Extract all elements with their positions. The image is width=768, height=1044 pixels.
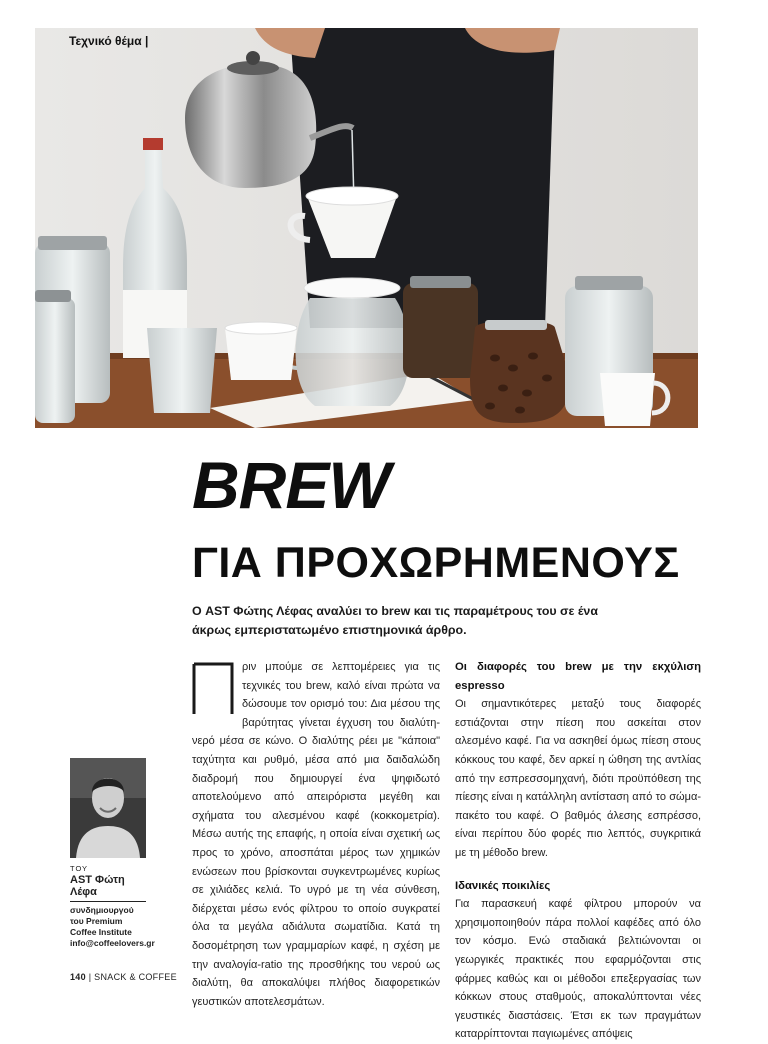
body-paragraph-3: Για παρασκευή καφέ φίλτρου μπορούν να χρησιμοποιηθούν πάρα πολλοί καφέδες από όλο τον κόσμο. Ενώ σταδιακά βελτιώνονται οι γεωργικές πρακτικές που εφαρμόζονται στις φάρμες καθώς και οι μέθοδοι επεξεργασίας των κόκκων στους σταθμούς, αποκαλύπτονται νέες γευστικές διαστάσεις. Έτσι εκ των πραγμάτων καταρρίπτονται παγιωμένες απόψεις xyxy=(455,898,701,1041)
body-column-2 xyxy=(455,658,701,1044)
article-lead: Ο AST Φώτης Λέφας αναλύει το brew και τις παραμέτρους του σε ένα άκρως εμπεριστατωμένο επιστημονικά άρθρο. xyxy=(192,604,598,637)
author-divider xyxy=(70,901,146,902)
magazine-name: | SNACK & COFFEE xyxy=(88,972,177,982)
author-box xyxy=(70,863,155,949)
author-role-3: Coffee Institute xyxy=(70,927,132,937)
body-paragraph-2: Οι σημαντικότερες μεταξύ τους διαφορές εστιάζονται στην πίεση που ασκείται στον αλεσμένο καφέ. Για να ασκηθεί όμως πίεση στους κόκκους του καφέ, δεν αρκεί η ώθηση της αντλίας από την εσπρεσσομηχανή, διότι προϋπόθεση της πίεσης είναι η κατάλληλη αντίσταση από το σώμα-πακέτο του καφέ. Ο βαθμός άλεσης εσπρέσσο, είναι περίπου δύο φορές πιο λεπτός, συγκριτικά με τη μέθοδο brew. xyxy=(455,698,701,859)
author-name: AST Φώτη Λέφα xyxy=(70,874,125,898)
author-email: info@coffeelovers.gr xyxy=(70,938,155,948)
author-role-1: συνδημιουργού xyxy=(70,905,134,915)
page-number: 140 xyxy=(70,972,86,982)
author-role-2: του Premium xyxy=(70,916,123,926)
author-portrait-image xyxy=(70,758,146,858)
subheading-brew-vs-espresso: Οι διαφορές του brew με την εκχύλιση espresso xyxy=(455,661,701,692)
body-paragraph-1: ριν μπούμε σε λεπτομέρειες για τις τεχνικές του brew, καλό είναι πρώτα να δώσουμε τον ορισμό του: Δια μέσου της βαρύτητας γίνεται έγχυση του διαλύτη-νερό μέσα σε κώνο. Ο διαλύτης ρέει με "κάποια" ταχύτητα και ρυθμό, μέσα από μια δαιδαλώδη διαδρομή που δημιουργεί ένα ψηφιδωτό αποτελούμενο από απειρόριστα μεγέθη και σχήματα του αλεσμένου καφέ (κοκκομετρία). Μέσω αυτής της επαφής, η οποία είναι σχετική ως προς το χρόνο, αποσπάται μέρος των χημικών ενώσεων που βρίσκονται συγκεντρωμένες κυρίως σε χιλιάδες κελιά. Το υγρό με τη νέα σύνθεση, διέρχεται μέσω ενός φίλτρου το οποίο συγκρατεί όλα τα μεγάλα αδιάλυτα σωματίδια. Κατά τη δοσομέτρηση των γραμμαρίων καφέ, η σχέση με την αναλογία-ratio της προσθήκης του νερού ως διαλύτη, θα αποκαλύψει πλήθος διαφορετικών γευστικών αποτελεσμάτων. xyxy=(192,661,440,1008)
article-title: BREW xyxy=(192,448,390,522)
section-tag: Τεχνικό θέμα | xyxy=(69,34,149,48)
coffee-brewing-illustration xyxy=(35,28,698,428)
page-footer xyxy=(70,972,177,982)
author-prefix: ΤΟΥ xyxy=(70,864,89,873)
dropcap-pi-letter xyxy=(192,662,234,716)
author-photo xyxy=(70,758,146,858)
article-subtitle: ΓΙΑ ΠΡΟΧΩΡΗΜΕΝΟΥΣ xyxy=(192,539,680,587)
body-column-1 xyxy=(192,658,440,1011)
hero-photo xyxy=(35,28,698,428)
subheading-ideal-varieties: Ιδανικές ποικιλίες xyxy=(455,879,551,892)
